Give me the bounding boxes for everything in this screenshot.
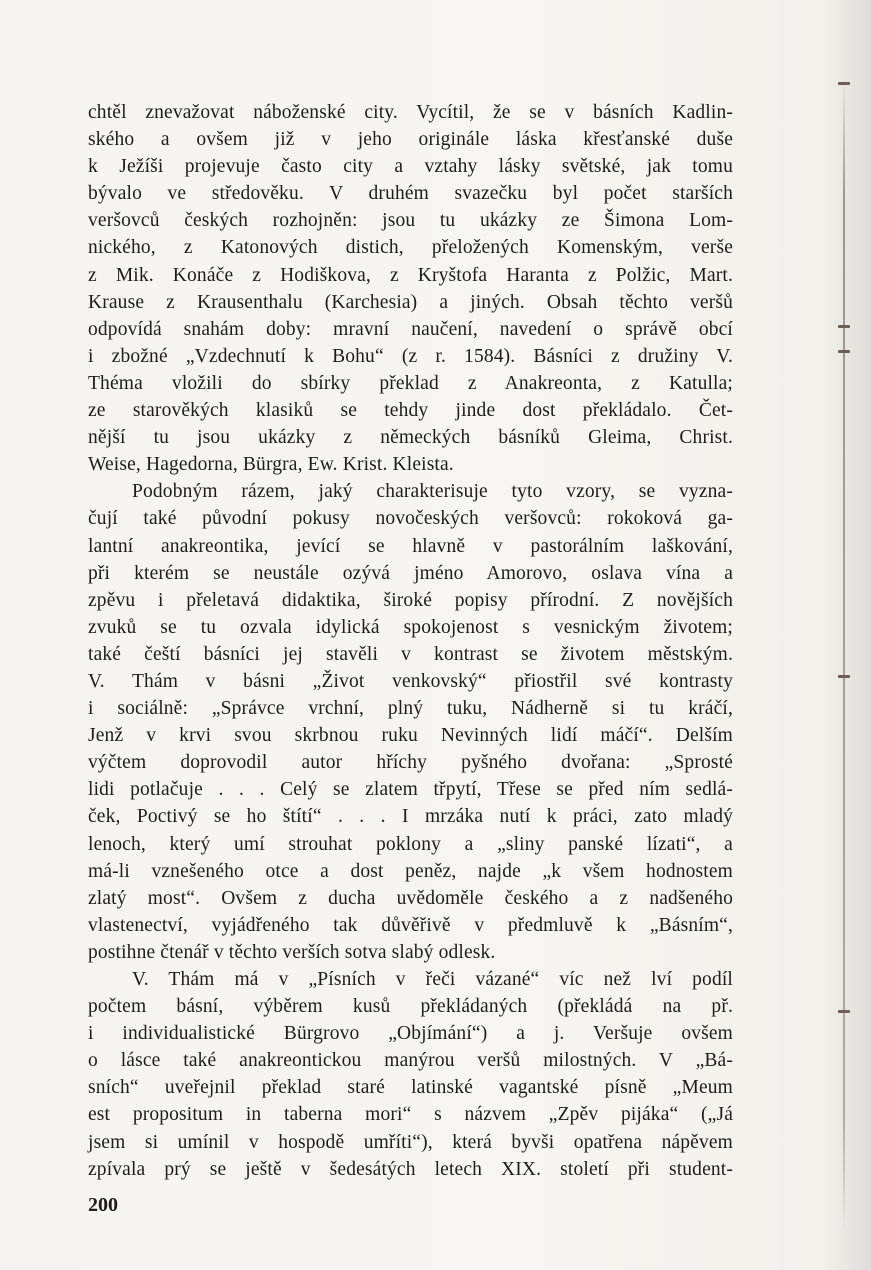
text-line: postihne čtenář v těchto verších sotva slabý odlesk. xyxy=(88,941,496,963)
binding-stitch xyxy=(838,82,850,85)
text-line: z Mik. Konáče z Hodiškova, z Kryštofa Haranta z Polžic, Mart. xyxy=(88,264,733,286)
text-line: nější tu jsou ukázky z německých básníků Gleima, Christ. xyxy=(88,427,733,449)
text-line: ze starověkých klasiků se tehdy jinde dost překládalo. Čet- xyxy=(88,400,733,422)
text-line: ského a ovšem již v jeho originále láska křesťanské duše xyxy=(88,129,733,151)
text-line: čují také původní pokusy novočeských veršovců: rokoková ga- xyxy=(88,508,733,530)
page-number: 200 xyxy=(88,1194,118,1216)
text-line: Weise, Hagedorna, Bürgra, Ew. Krist. Kleista. xyxy=(88,454,454,476)
text-line: est propositum in taberna mori“ s názvem „Zpěv pijáka“ („Já xyxy=(88,1104,733,1126)
text-line: lidi potlačuje . . . Celý se zlatem třpytí, Třese se před ním sedlá- xyxy=(88,779,733,801)
text-line: veršovců českých rozhojněn: jsou tu ukázky ze Šimona Lom- xyxy=(88,210,733,232)
binding-stitch xyxy=(838,350,850,353)
binding-stitch xyxy=(838,1010,850,1013)
text-line: lantní anakreontika, jevící se hlavně v pastorálním laškování, xyxy=(88,535,733,557)
text-line: Krause z Krausenthalu (Karchesia) a jiných. Obsah těchto veršů xyxy=(88,291,733,313)
text-line: V. Thám v básni „Život venkovský“ přiostřil své kontrasty xyxy=(88,670,733,692)
text-line: zpívala prý se ještě v šedesátých letech XIX. století při student- xyxy=(88,1158,733,1180)
text-line: i sociálně: „Správce vrchní, plný tuku, Nádherně si tu kráčí, xyxy=(88,698,733,720)
text-line: o lásce také anakreontickou manýrou veršů milostných. V „Bá- xyxy=(88,1050,733,1072)
text-line: zlatý most“. Ovšem z ducha uvědoměle českého a z nadšeného xyxy=(88,887,733,909)
text-line: také čeští básníci jej stavěli v kontrast se životem městským. xyxy=(88,643,733,665)
text-line: i individualistické Bürgrovo „Objímání“) a j. Veršuje ovšem xyxy=(88,1023,733,1045)
text-line: nického, z Katonových distich, přeložených Komenským, verše xyxy=(88,237,733,259)
text-line: ček, Poctivý se ho štítí“ . . . I mrzáka nutí k práci, zato mladý xyxy=(88,806,733,828)
text-line: výčtem doprovodil autor hříchy pyšného dvořana: „Sprosté xyxy=(88,752,733,774)
text-line: i zbožné „Vzdechnutí k Bohu“ (z r. 1584). Básníci z družiny V. xyxy=(88,345,733,367)
text-line: V. Thám má v „Písních v řeči vázané“ víc než lví podíl xyxy=(132,969,733,990)
text-line: sních“ uveřejnil překlad staré latinské vagantské písně „Meum xyxy=(88,1077,733,1099)
text-line: Podobným rázem, jaký charakterisuje tyto vzory, se vyzna- xyxy=(132,481,733,503)
text-line: Théma vložili do sbírky překlad z Anakreonta, z Katulla; xyxy=(88,372,733,394)
text-line: zpěvu i přeletavá didaktika, široké popisy přírodní. Z novějších xyxy=(88,589,733,611)
text-line: počtem básní, výběrem kusů překládaných (překládá na př. xyxy=(88,996,733,1018)
binding-stitch xyxy=(838,675,850,678)
text-line: k Ježíši projevuje často city a vztahy lásky světské, jak tomu xyxy=(88,156,733,178)
page-spine-shadow xyxy=(823,0,871,1270)
binding-stitch xyxy=(838,325,850,328)
text-line: při kterém se neustále ozývá jméno Amorovo, oslava vína a xyxy=(88,562,733,584)
text-line: odpovídá snahám doby: mravní naučení, navedení o správě obcí xyxy=(88,318,733,340)
text-line: Jenž v krvi svou skrbnou ruku Nevinných lidí máčí“. Delším xyxy=(88,725,733,747)
page-body-text xyxy=(88,99,733,1183)
text-line: má-li vznešeného otce a dost peněz, najde „k všem hodnostem xyxy=(88,860,733,882)
text-line: zvuků se tu ozvala idylická spokojenost s vesnickým životem; xyxy=(88,616,733,638)
text-line: lenoch, který umí strouhat poklony a „sliny panské lízati“, a xyxy=(88,833,733,855)
text-line: chtěl znevažovat náboženské city. Vycítil, že se v básních Kadlin- xyxy=(88,102,733,123)
text-line: jsem si umínil v hospodě umříti“), která byvši opatřena nápěvem xyxy=(88,1131,733,1153)
text-line: bývalo ve středověku. V druhém svazečku byl počet starších xyxy=(88,183,733,205)
text-line: vlastenectví, vyjádřeného tak důvěřivě v předmluvě k „Básním“, xyxy=(88,914,733,936)
binding-edge xyxy=(843,80,845,1230)
